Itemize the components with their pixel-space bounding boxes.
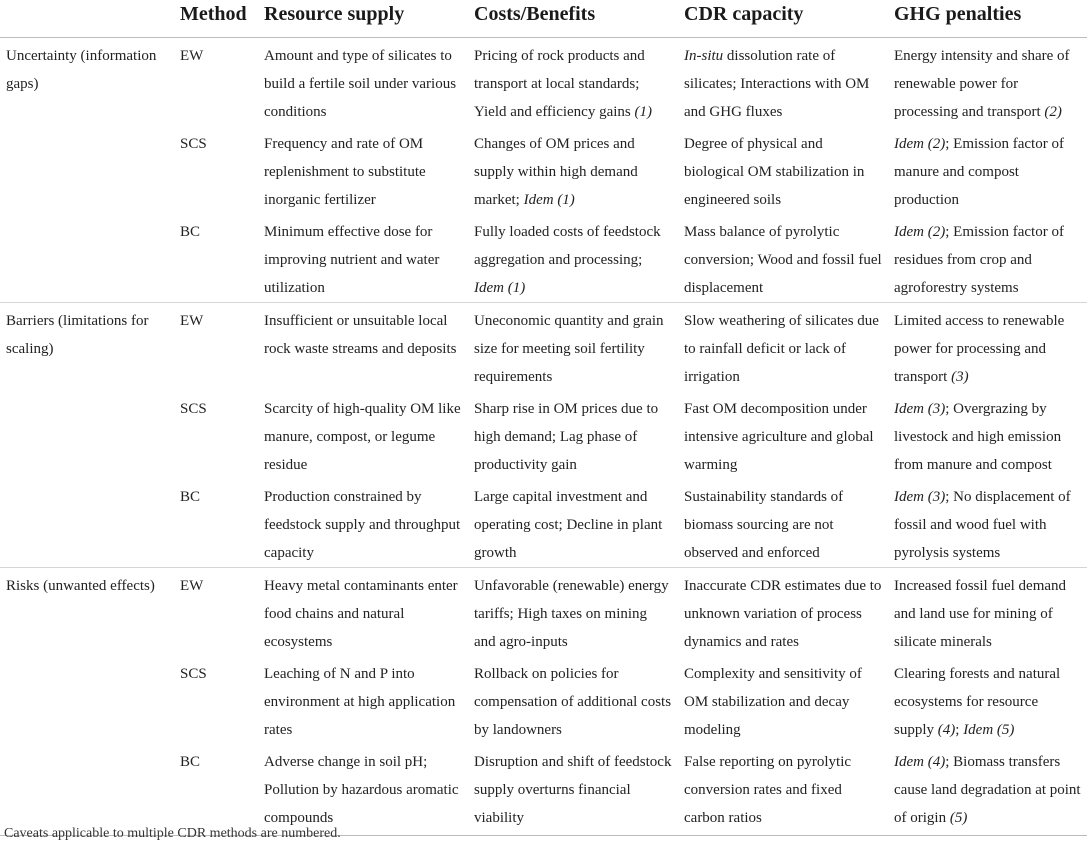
header-ghg-penalties: GHG penalties — [888, 0, 1087, 38]
table-row — [0, 303, 1087, 392]
ghg-cell — [888, 38, 1087, 127]
costs-text: Changes of OM prices and supply within high demand market; — [474, 136, 638, 208]
idem-reference: Idem (3) — [894, 401, 946, 417]
table-row — [0, 391, 1087, 479]
table-row — [0, 38, 1087, 127]
category-label: Uncertainty (information gaps) — [6, 48, 157, 92]
costs-text: Pricing of rock products and transport at local standards; Yield and efficiency gains — [474, 48, 645, 120]
table-row — [0, 744, 1087, 836]
method-cell: SCS — [180, 401, 207, 417]
ghg-text: ; No displacement of fossil and wood fuel with pyrolysis systems — [894, 489, 1071, 561]
idem-reference: Idem (1) — [474, 280, 526, 296]
cdr-cell: Sustainability standards of biomass sourcing are not observed and enforced — [678, 479, 888, 568]
ghg-text: ; Overgrazing by livestock and high emission from manure and compost — [894, 401, 1062, 473]
table-body — [0, 38, 1087, 836]
header-cdr-capacity: CDR capacity — [678, 0, 888, 38]
category-label: Risks (unwanted effects) — [6, 578, 155, 594]
idem-reference: Idem (2) — [894, 224, 946, 240]
method-cell: EW — [180, 48, 204, 64]
ghg-cell — [888, 656, 1087, 744]
cdr-cell: Degree of physical and biological OM stabilization in engineered soils — [684, 136, 865, 208]
costs-cell — [468, 38, 678, 127]
caveat-number: (4) — [937, 722, 956, 738]
cdr-cell: Inaccurate CDR estimates due to unknown variation of process dynamics and rates — [684, 578, 882, 650]
resource-cell: Frequency and rate of OM replenishment to substitute inorganic fertilizer — [264, 136, 426, 208]
ghg-cell — [888, 214, 1087, 303]
cdr-text: dissolution rate of silicates; Interactions with OM and GHG fluxes — [684, 48, 870, 120]
ghg-text: ; Emission factor of manure and compost production — [894, 136, 1064, 208]
resource-cell: Production constrained by feedstock supply and throughput capacity — [258, 479, 468, 568]
ghg-cell — [888, 303, 1087, 392]
ghg-separator: ; — [955, 722, 964, 738]
caveat-number: (3) — [951, 369, 969, 385]
caveat-number: (1) — [634, 104, 653, 120]
method-cell: EW — [180, 313, 204, 329]
ghg-text: Energy intensity and share of renewable power for processing and transport — [894, 48, 1070, 120]
idem-reference: Idem (4) — [894, 754, 946, 770]
table-row — [0, 126, 1087, 214]
table-row — [0, 479, 1087, 568]
cdr-cell: Fast OM decomposition under intensive agriculture and global warming — [684, 401, 874, 473]
costs-cell: Uneconomic quantity and grain size for meeting soil fertility requirements — [474, 313, 664, 385]
ghg-text: Clearing forests and natural ecosystems for resource supply — [894, 666, 1061, 738]
idem-reference: Idem (1) — [523, 192, 575, 208]
method-cell: BC — [174, 214, 258, 303]
method-cell: BC — [174, 744, 258, 836]
costs-cell: Large capital investment and operating cost; Decline in plant growth — [468, 479, 678, 568]
cdr-cell: False reporting on pyrolytic conversion rates and fixed carbon ratios — [678, 744, 888, 836]
ghg-cell — [888, 126, 1087, 214]
cdr-italic-term: In-situ — [684, 48, 724, 64]
header-row — [0, 0, 1087, 38]
idem-reference: Idem (3) — [894, 489, 946, 505]
resource-cell: Minimum effective dose for improving nutrient and water utilization — [258, 214, 468, 303]
table-row — [0, 568, 1087, 657]
table-row — [0, 214, 1087, 303]
method-cell: SCS — [180, 666, 207, 682]
resource-cell: Amount and type of silicates to build a fertile soil under various conditions — [264, 48, 457, 120]
caveat-number: (2) — [1044, 104, 1062, 120]
costs-cell: Disruption and shift of feedstock supply overturns financial viability — [468, 744, 678, 836]
costs-cell: Rollback on policies for compensation of additional costs by landowners — [474, 666, 672, 738]
costs-cell: Unfavorable (renewable) energy tariffs; High taxes on mining and agro-inputs — [474, 578, 669, 650]
table-row — [0, 656, 1087, 744]
method-cell: SCS — [180, 136, 207, 152]
costs-cell: Sharp rise in OM prices due to high demand; Lag phase of productivity gain — [474, 401, 659, 473]
header-costs-benefits: Costs/Benefits — [468, 0, 678, 38]
resource-cell: Scarcity of high-quality OM like manure, compost, or legume residue — [264, 401, 461, 473]
ghg-text: ; Biomass transfers cause land degradation at point of origin — [894, 754, 1081, 826]
resource-cell: Leaching of N and P into environment at high application rates — [264, 666, 456, 738]
ghg-cell — [888, 744, 1087, 836]
table-header — [0, 0, 1087, 38]
cdr-cell — [678, 38, 888, 127]
ghg-cell — [888, 391, 1087, 479]
idem-reference: Idem (2) — [894, 136, 946, 152]
resource-cell: Adverse change in soil pH; Pollution by hazardous aromatic compounds — [258, 744, 468, 836]
resource-cell: Insufficient or unsuitable local rock waste streams and deposits — [264, 313, 457, 357]
resource-cell: Heavy metal contaminants enter food chains and natural ecosystems — [264, 578, 458, 650]
method-cell: BC — [174, 479, 258, 568]
header-resource-supply: Resource supply — [258, 0, 468, 38]
ghg-cell: Increased fossil fuel demand and land use for mining of silicate minerals — [894, 578, 1067, 650]
costs-cell — [468, 126, 678, 214]
cdr-cell: Slow weathering of silicates due to rainfall deficit or lack of irrigation — [684, 313, 879, 385]
ghg-text: ; Emission factor of residues from crop and agroforestry systems — [894, 224, 1064, 296]
cdr-cell: Mass balance of pyrolytic conversion; Wood and fossil fuel displacement — [678, 214, 888, 303]
category-label: Barriers (limitations for scaling) — [6, 313, 149, 357]
costs-cell — [468, 214, 678, 303]
header-method: Method — [174, 0, 258, 38]
costs-text: Fully loaded costs of feedstock aggregation and processing; — [474, 224, 661, 268]
method-cell: EW — [180, 578, 204, 594]
ghg-text: Limited access to renewable power for processing and transport — [894, 313, 1065, 385]
idem-reference: Idem (5) — [963, 722, 1015, 738]
table-footnote: Caveats applicable to multiple CDR methods are numbered. — [4, 826, 341, 841]
ghg-cell — [888, 479, 1087, 568]
cdr-cell: Complexity and sensitivity of OM stabilization and decay modeling — [684, 666, 862, 738]
caveat-number: (5) — [949, 810, 968, 826]
header-category — [0, 0, 174, 38]
